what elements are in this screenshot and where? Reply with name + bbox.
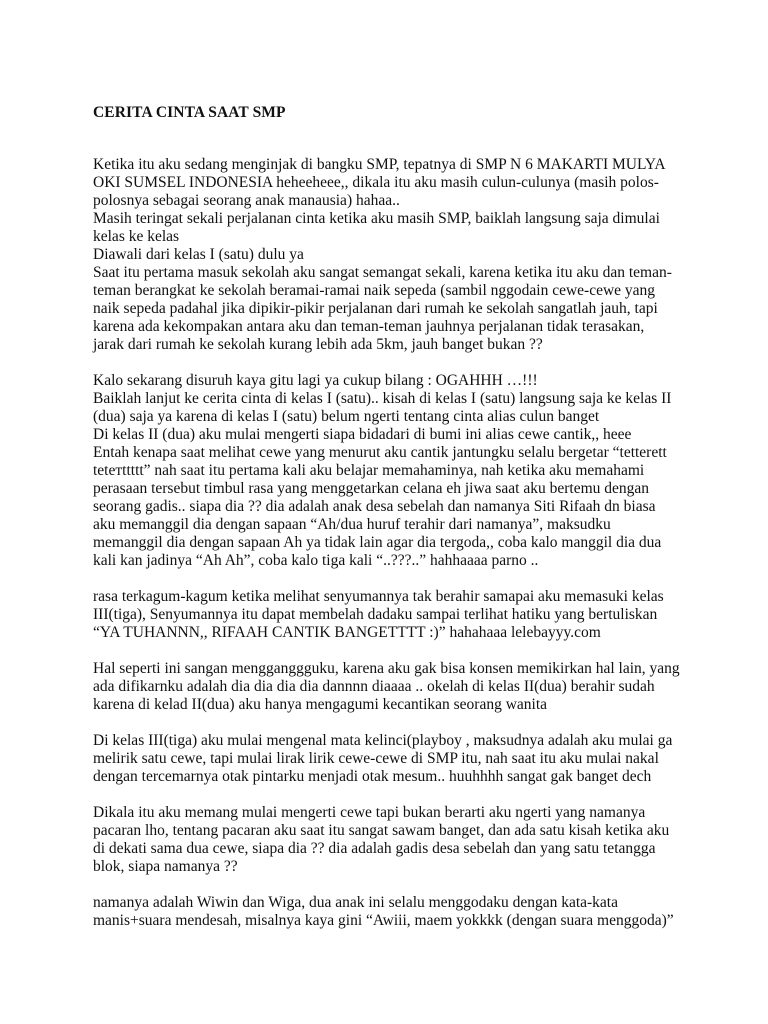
text-line: OKI SUMSEL INDONESIA heheeheee,, dikala itu aku masih culun-culunya (masih polos-: [93, 174, 659, 191]
text-line: seorang gadis.. siapa dia ?? dia adalah anak desa sebelah dan namanya Siti Rifaah dn biasa: [93, 498, 656, 515]
text-line: kali kan jadinya “Ah Ah”, coba kalo tiga kali “..???..” hahhaaaa parno ..: [93, 552, 539, 569]
text-line: Di kelas III(tiga) aku mulai mengenal mata kelinci(playboy , maksudnya adalah aku mulai ga: [93, 732, 673, 749]
text-line: karena ada kekompakan antara aku dan teman-teman jauhnya perjalanan tidak terasakan,: [93, 318, 645, 335]
text-line: Kalo sekarang disuruh kaya gitu lagi ya cukup bilang : OGAHHH …!!!: [93, 372, 538, 389]
text-line: Dikala itu aku memang mulai mengerti cewe tapi bukan berarti aku ngerti yang namanya: [93, 804, 646, 821]
text-line: Masih teringat sekali perjalanan cinta ketika aku masih SMP, baiklah langsung saja dimulai: [93, 210, 660, 227]
text-line: kelas ke kelas: [93, 228, 180, 245]
text-line: rasa terkagum-kagum ketika melihat senyumannya tak berahir samapai aku memasuki kelas: [93, 588, 664, 605]
text-line: III(tiga), Senyumannya itu dapat membelah dadaku sampai terlihat hatiku yang bertuliskan: [93, 606, 658, 623]
text-line: Di kelas II (dua) aku mulai mengerti siapa bidadari di bumi ini alias cewe cantik,, heee: [93, 426, 632, 443]
text-line: di dekati sama dua cewe, siapa dia ?? dia adalah gadis desa sebelah dan yang satu tetangga: [93, 840, 656, 857]
text-line: Ketika itu aku sedang menginjak di bangku SMP, tepatnya di SMP N 6 MAKARTI MULYA: [93, 156, 666, 173]
text-line: Baiklah lanjut ke cerita cinta di kelas I (satu).. kisah di kelas I (satu) langsung saja ke kelas II: [93, 390, 672, 407]
text-line: memanggil dia dengan sapaan Ah ya tidak lain agar dia tergoda,, coba kalo manggil dia dua: [93, 534, 662, 551]
text-line: Hal seperti ini sangan mengganggguku, karena aku gak bisa konsen memikirkan hal lain, yang: [93, 660, 680, 677]
text-line: aku memanggil dia dengan sapaan “Ah/dua huruf terahir dari namanya”, maksudku: [93, 516, 611, 533]
text-line: polosnya sebagai seorang anak manausia) hahaa..: [93, 192, 400, 209]
text-line: dengan tercemarnya otak pintarku menjadi otak mesum.. huuhhhh sangat gak banget dech: [93, 768, 652, 785]
text-line: “YA TUHANNN,, RIFAAH CANTIK BANGETTTT :)” hahahaaa lelebayyy.com: [93, 624, 601, 641]
text-line: teteтttttt” nah saat itu pertama kali aku belajar memahaminya, nah ketika aku memahami: [93, 462, 645, 479]
text-line: Diawali dari kelas I (satu) dulu ya: [93, 246, 304, 263]
text-line: Entah kenapa saat melihat cewe yang menurut aku cantik jantungku selalu bergetar “tetterett: [93, 444, 667, 461]
text-line: blok, siapa namanya ??: [93, 858, 238, 875]
text-line: (dua) saja ya karena di kelas I (satu) belum ngerti tentang cinta alias culun banget: [93, 408, 600, 425]
text-line: teman berangkat ke sekolah beramai-ramai naik sepeda (sambil nggodain cewe-cewe yang: [93, 282, 656, 299]
document-title: CERITA CINTA SAAT SMP: [93, 104, 286, 121]
text-line: pacaran lho, tentang pacaran aku saat itu sangat sawam banget, dan ada satu kisah ketika aku: [93, 822, 670, 839]
text-line: manis+suara mendesah, misalnya kaya gini “Awiii, maem yokkkk (dengan suara menggoda)”: [93, 912, 674, 929]
text-line: namanya adalah Wiwin dan Wiga, dua anak ini selalu menggodaku dengan kata-kata: [93, 894, 618, 911]
text-line: karena di kelad II(dua) aku hanya mengagumi kecantikan seorang wanita: [93, 696, 548, 713]
text-line: ada difikarnku adalah dia dia dia dia dannnn diaaaa .. okelah di kelas II(dua) berahir sudah: [93, 678, 655, 695]
text-line: perasaan tersebut timbul rasa yang menggetarkan celana eh jiwa saat aku bertemu dengan: [93, 480, 650, 497]
text-line: melirik satu cewe, tapi mulai lirak lirik cewe-cewe di SMP itu, nah saat itu aku mulai nakal: [93, 750, 659, 767]
text-line: naik sepeda padahal jika dipikir-pikir perjalanan dari rumah ke sekolah sangatlah jauh, tapi: [93, 300, 658, 317]
text-line: jarak dari rumah ke sekolah kurang lebih ada 5km, jauh banget bukan ??: [93, 336, 543, 353]
text-line: Saat itu pertama masuk sekolah aku sangat semangat sekali, karena ketika itu aku dan teman-: [93, 264, 672, 281]
